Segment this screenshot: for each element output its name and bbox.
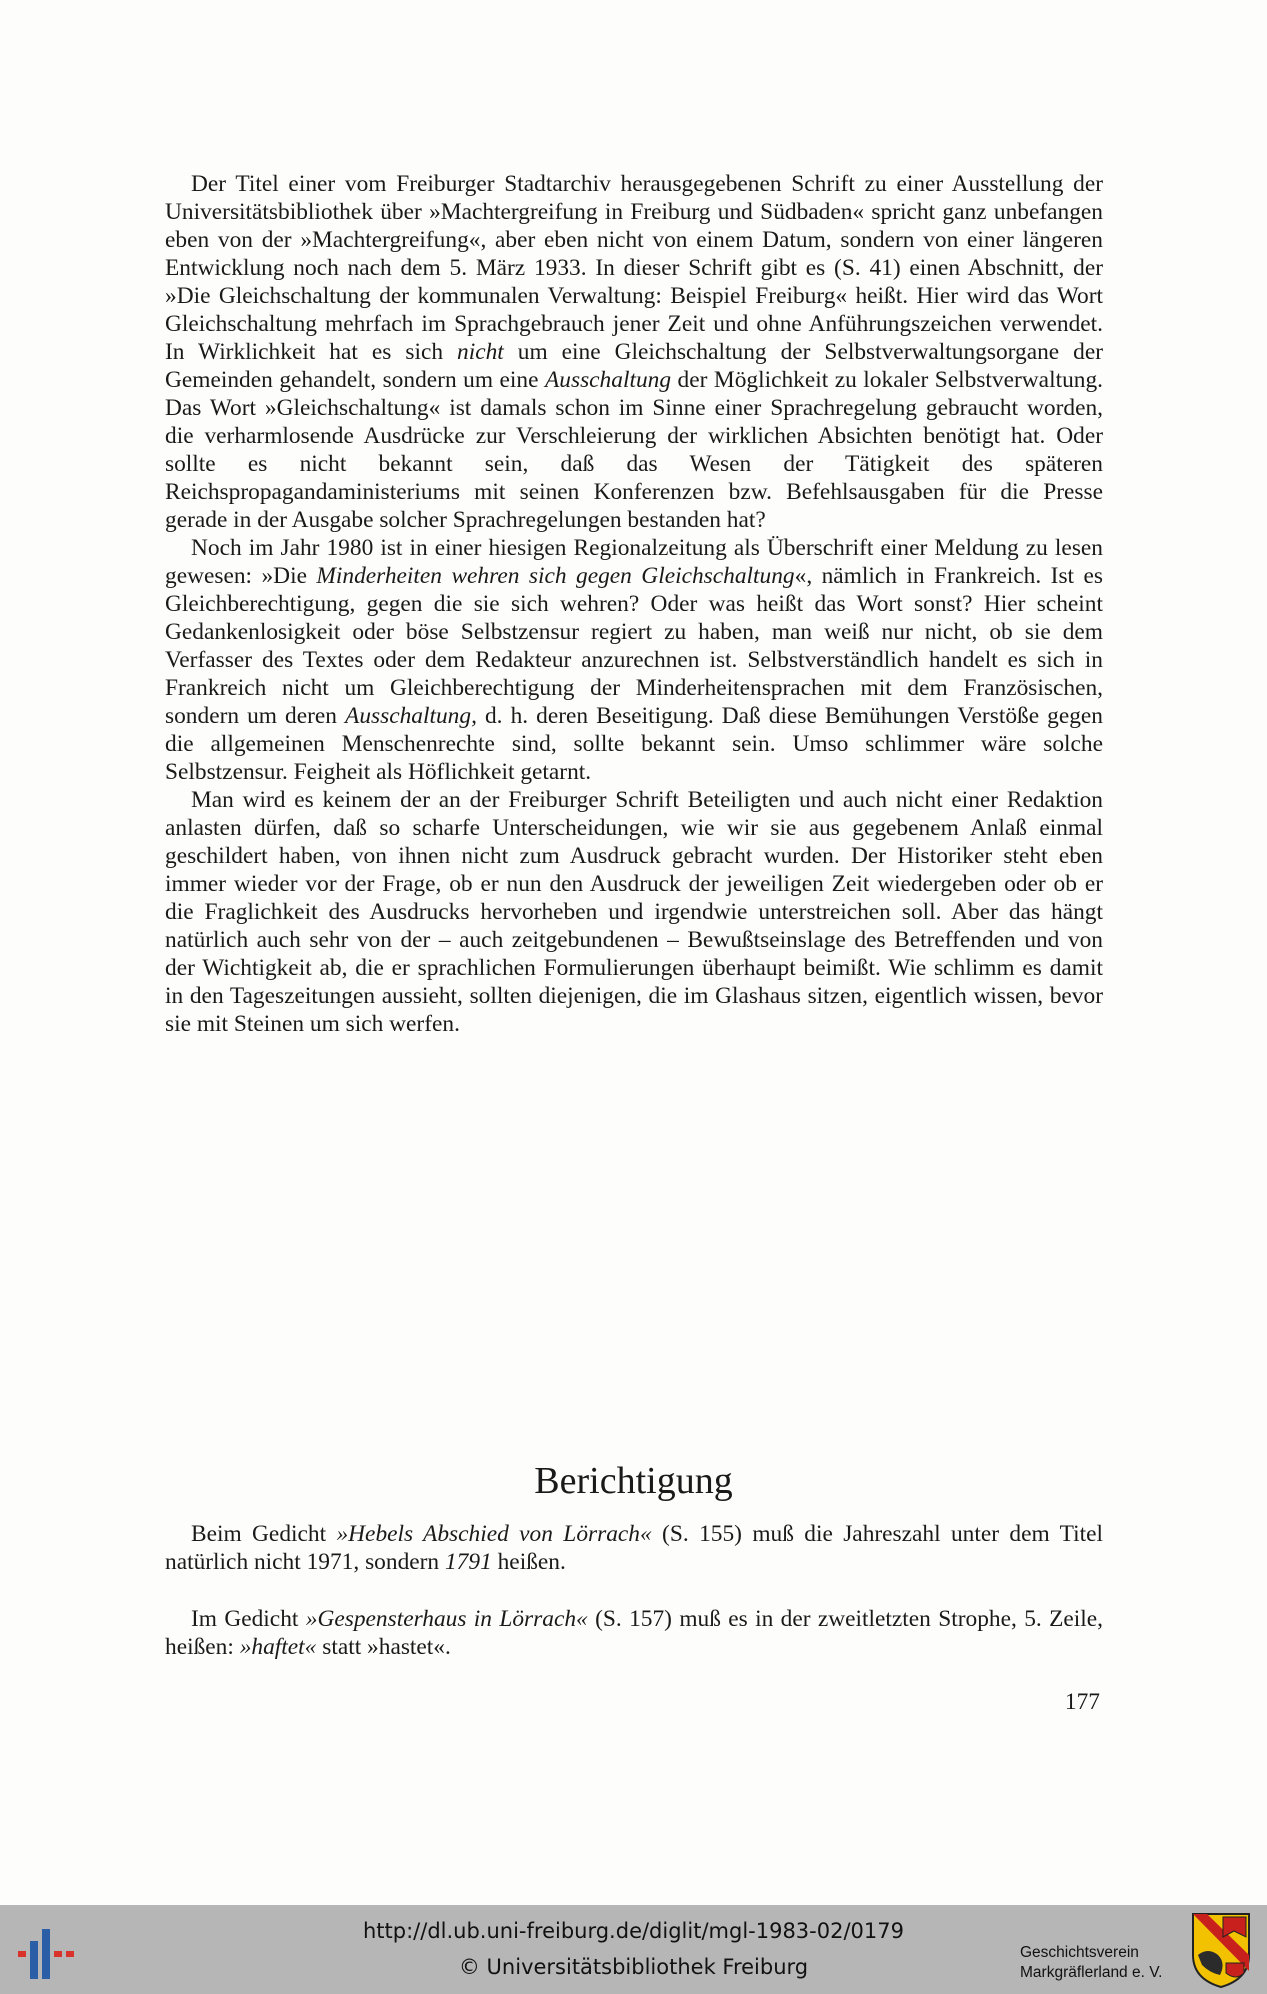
text-run: (S. 155) muß die Jahreszahl unter dem Titel natürlich nicht 1971, sondern [165, 1521, 1103, 1575]
correction-paragraph [165, 1520, 1103, 1576]
coat-of-arms-icon [1190, 1911, 1252, 1989]
italic-text: 1791 [444, 1549, 492, 1575]
text-run: Noch im Jahr 1980 ist in einer hiesigen Regionalzeitung als Überschrift einer Meldung zu lesen gewesen: »Die [165, 535, 1103, 589]
italic-text: »haftet« [239, 1634, 317, 1660]
italic-text: »Gespensterhaus in Lörrach« [305, 1606, 588, 1632]
text-run: der Möglichkeit zu lokaler Selbstverwaltung. Das Wort »Gleichschaltung« ist damals schon im Sinne einer Sprachregelung gebraucht worden, die verharmlosende Ausdrücke zur Verschleierung der wirklichen Absichten benötigt hat. Oder sollte es nicht bekannt sein, daß das Wesen der Tätigkeit des späteren Reichspropagandaministeriums mit seinen Konferenzen bzw. Befehlsausgaben für die Presse gerade in der Ausgabe solcher Sprachregelungen bestanden hat? [165, 367, 1103, 533]
correction-paragraph [165, 1605, 1103, 1661]
society-line: Geschichtsverein [1020, 1944, 1139, 1961]
text-run: um eine Gleichschaltung der Selbstverwaltungsorgane der Gemeinden gehandelt, sondern um eine [165, 339, 1104, 393]
italic-text: Ausschaltung, [345, 703, 477, 729]
text-run: «, nämlich in Frankreich. Ist es Gleichberechtigung, gegen die sie sich wehren? Oder was heißt das Wort sonst? Hier scheint Gedankenlosigkeit oder böse Selbstzensur regiert zu haben, man weiß nur nicht, ob sie dem Verfasser des Textes oder dem Redakteur anzurechnen ist. Selbstverständlich handelt es sich in Frankreich nicht um Gleichberechtigung der Minderheitensprachen mit dem Französischen, sondern um deren [165, 563, 1103, 729]
paragraph [165, 170, 1103, 534]
page-number: 177 [1064, 1689, 1100, 1715]
text-run: statt »hastet«. [316, 1634, 451, 1660]
society-line: Markgräflerland e. V. [1020, 1964, 1163, 1981]
document-url-link[interactable]: http://dl.ub.uni-freiburg.de/diglit/mgl-1983-02/0179 [362, 1919, 904, 1943]
italic-text: Minderheiten wehren sich gegen Gleichschaltung [316, 563, 795, 589]
text-run: Im Gedicht [191, 1606, 306, 1632]
correction-note [165, 1605, 1103, 1661]
correction-note [165, 1520, 1103, 1576]
society-name [1020, 1943, 1180, 1983]
text-run: (S. 157) muß es in der zweitletzten Strophe, 5. Zeile, heißen: [165, 1606, 1103, 1660]
paragraph [165, 534, 1103, 786]
italic-text: nicht [457, 339, 504, 365]
copyright-text: © Universitätsbibliothek Freiburg [458, 1955, 809, 1979]
text-run: Man wird es keinem der an der Freiburger Schrift Beteiligten und auch nicht einer Redaktion anlasten dürfen, daß so scharfe Unterscheidungen, wie wir sie aus gegebenem Anlaß einmal geschildert haben, von ihnen nicht zum Ausdruck gebracht wurden. Der Historiker steht eben immer wieder vor der Frage, ob er nun den Ausdruck der jeweiligen Zeit wiedergeben oder ob er die Fraglichkeit des Ausdrucks hervorheben und irgendwie unterstreichen soll. Aber das hängt natürlich auch sehr von der – auch zeitgebundenen – Bewußtseinslage des Betreffenden und von der Wichtigkeit ab, die er sprachlichen Formulierungen überhaupt beimißt. Wie schlimm es damit in den Tageszeitungen aussieht, sollten diejenigen, die im Glashaus sitzen, eigentlich wissen, bevor sie mit Steinen um sich werfen. [165, 787, 1103, 1037]
text-run: heißen. [491, 1549, 566, 1575]
paragraph [165, 786, 1103, 1038]
text-run: Der Titel einer vom Freiburger Stadtarchiv herausgegebenen Schrift zu einer Ausstellung der Universitätsbibliothek über »Machtergreifung in Freiburg und Südbaden« spricht ganz unbefangen eben von der »Machtergreifung«, aber eben nicht von einem Datum, sondern von einer längeren Entwicklung noch nach dem 5. März 1933. In dieser Schrift gibt es (S. 41) einen Abschnitt, der »Die Gleichschaltung der kommunalen Verwaltung: Beispiel Freiburg« heißt. Hier wird das Wort Gleichschaltung mehrfach im Sprachgebrauch jener Zeit und ohne Anführungszeichen verwendet. In Wirklichkeit hat es sich [165, 171, 1103, 365]
text-run: d. h. deren Beseitigung. Daß diese Bemühungen Verstöße gegen die allgemeinen Menschenrechte sind, sollte bekannt sein. Umso schlimmer wäre solche Selbstzensur. Feigheit als Höflichkeit getarnt. [165, 703, 1103, 785]
body-text [165, 170, 1103, 1038]
text-run: Beim Gedicht [191, 1521, 337, 1547]
section-heading: Berichtigung [534, 1460, 733, 1502]
italic-text: Ausschaltung [544, 367, 672, 393]
italic-text: »Hebels Abschied von Lörrach« [336, 1521, 652, 1547]
viewer-footer [0, 1905, 1267, 1994]
